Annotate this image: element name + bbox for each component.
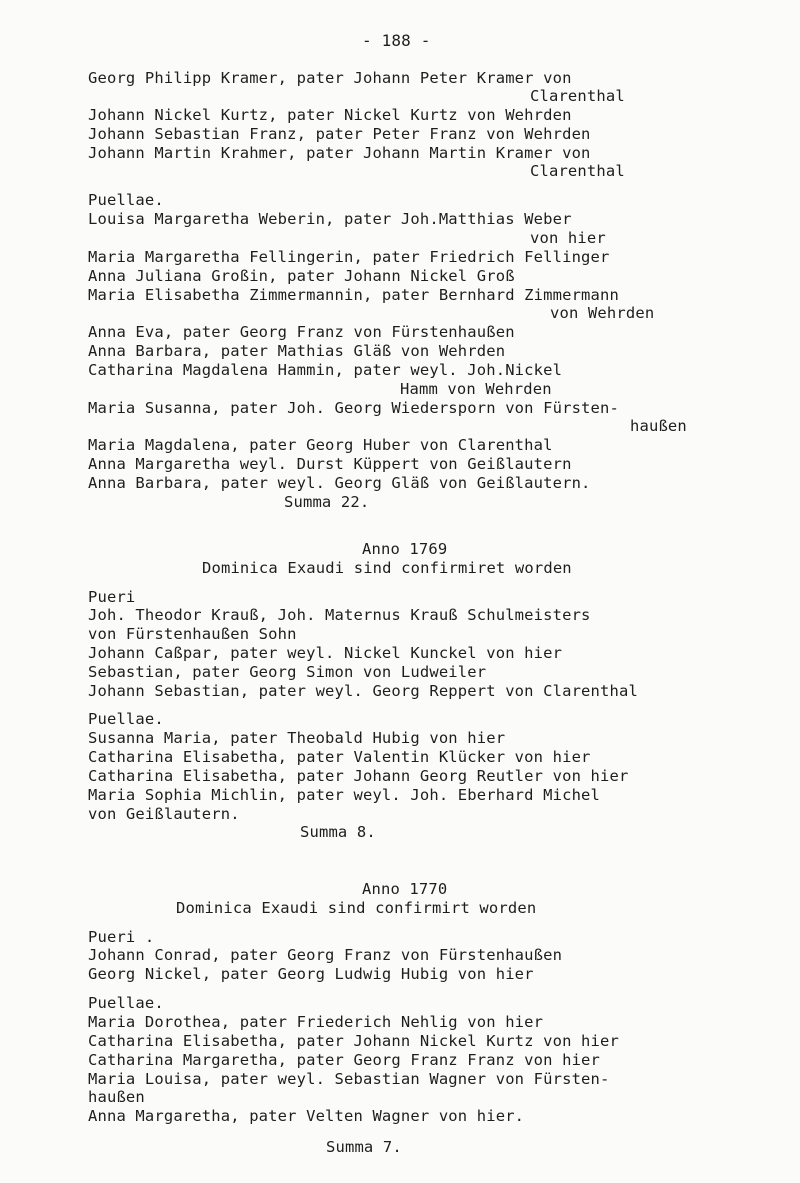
text-line: von Geißlautern. [88,805,240,823]
text-line: Maria Magdalena, pater Georg Huber von Clarenthal [88,436,553,454]
text-line: Anna Barbara, pater weyl. Georg Gläß von Geißlautern. [88,474,591,492]
text-line: Susanna Maria, pater Theobald Hubig von hier [88,729,506,747]
text-line: Catharina Magdalena Hammin, pater weyl. Joh.Nickel [88,361,563,379]
text-line: Anna Margaretha, pater Velten Wagner von hier. [88,1107,525,1125]
text-line: Anna Juliana Großin, pater Johann Nickel Groß [88,267,515,285]
text-line: Catharina Margaretha, pater Georg Franz Franz von hier [88,1051,601,1069]
summa-total: Summa 8. [300,823,376,841]
text-line: Maria Elisabetha Zimmermannin, pater Bernhard Zimmermann [88,286,619,304]
text-line: Johann Caßpar, pater weyl. Nickel Kunckel von hier [88,644,563,662]
page-number: - 188 - [362,31,431,50]
summa-total: Summa 7. [326,1138,402,1156]
text-line: Anna Margaretha weyl. Durst Küppert von Geißlautern [88,455,572,473]
text-line: Anna Barbara, pater Mathias Gläß von Wehrden [88,342,506,360]
text-line: haußen [630,417,687,435]
text-line: Clarenthal [530,162,625,180]
text-line: Maria Dorothea, pater Friederich Nehlig von hier [88,1013,544,1031]
text-line: Maria Louisa, pater weyl. Sebastian Wagner von Fürsten- [88,1070,610,1088]
section-heading: Puellae. [88,994,164,1012]
section-heading: Pueri . [88,928,155,946]
year-heading: Anno 1770 [362,880,448,898]
text-line: Clarenthal [530,87,625,105]
text-line: Johann Sebastian, pater weyl. Georg Reppert von Clarenthal [88,682,638,700]
year-heading: Anno 1769 [362,540,448,558]
section-heading: Puellae. [88,191,164,209]
section-heading: Pueri [88,588,136,606]
text-line: Maria Margaretha Fellingerin, pater Friedrich Fellinger [88,248,610,266]
section-subheading: Dominica Exaudi sind confirmiret worden [202,559,572,577]
text-line: Sebastian, pater Georg Simon von Ludweiler [88,663,487,681]
section-subheading: Dominica Exaudi sind confirmirt worden [176,899,537,917]
text-line: Anna Eva, pater Georg Franz von Fürstenhaußen [88,323,515,341]
text-line: Catharina Elisabetha, pater Johann Nickel Kurtz von hier [88,1032,619,1050]
text-line: Joh. Theodor Krauß, Joh. Maternus Krauß Schulmeisters [88,606,591,624]
text-line: Georg Nickel, pater Georg Ludwig Hubig von hier [88,965,534,983]
text-line: Johann Sebastian Franz, pater Peter Franz von Wehrden [88,125,591,143]
section-heading: Puellae. [88,710,164,728]
text-line: Hamm von Wehrden [400,380,552,398]
text-line: Catharina Elisabetha, pater Johann Georg Reutler von hier [88,767,629,785]
summa-total: Summa 22. [284,493,370,511]
text-line: Catharina Elisabetha, pater Valentin Klücker von hier [88,748,591,766]
text-line: Georg Philipp Kramer, pater Johann Peter Kramer von [88,69,572,87]
text-line: Johann Martin Krahmer, pater Johann Martin Kramer von [88,144,591,162]
text-line: Maria Sophia Michlin, pater weyl. Joh. Eberhard Michel [88,786,601,804]
text-line: von Wehrden [550,304,655,322]
text-line: von Fürstenhaußen Sohn [88,625,297,643]
text-line: Johann Nickel Kurtz, pater Nickel Kurtz von Wehrden [88,106,572,124]
text-line: Johann Conrad, pater Georg Franz von Fürstenhaußen [88,946,563,964]
text-line: haußen [88,1088,145,1106]
text-line: Maria Susanna, pater Joh. Georg Wiedersporn von Fürsten- [88,399,619,417]
text-line: von hier [530,229,606,247]
text-line: Louisa Margaretha Weberin, pater Joh.Matthias Weber [88,210,572,228]
